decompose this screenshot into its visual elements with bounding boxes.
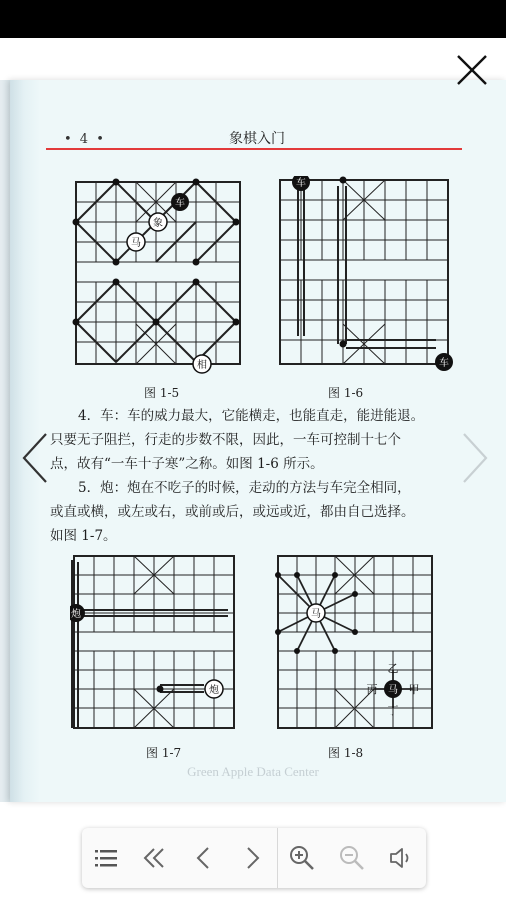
body-line: 或直或横，或左或右，或前或后，或远或近，都由自己选择。 <box>50 504 415 520</box>
chess-piece: 炮 <box>209 685 219 696</box>
body-line: 5．炮：炮在不吃子的时候，走动的方法与车完全相同， <box>78 480 411 496</box>
book-title: 象棋入门 <box>229 131 285 147</box>
figure-1-7-board <box>70 552 242 734</box>
close-icon[interactable] <box>452 52 492 88</box>
watermark: Green Apple Data Center <box>187 764 319 779</box>
status-bar <box>0 0 506 38</box>
zoom-out-icon[interactable] <box>334 840 370 876</box>
chess-piece: 炮 <box>71 609 81 620</box>
figure-1-6-board <box>276 176 456 376</box>
chess-piece: 丙 <box>366 683 378 696</box>
chess-piece: 车 <box>175 198 185 209</box>
zoom-in-icon[interactable] <box>284 840 320 876</box>
chess-piece: 甲 <box>408 683 420 696</box>
speaker-icon[interactable] <box>382 840 418 876</box>
toolbar-divider <box>277 828 278 888</box>
next-page-arrow-icon[interactable] <box>458 430 492 486</box>
chess-piece: 马 <box>311 609 321 620</box>
chess-piece: 马 <box>388 685 398 696</box>
header-rule <box>46 148 462 150</box>
body-line: 4．车：车的威力最大，它能横走，也能直走，能进能退。 <box>78 408 425 424</box>
chess-piece: 乙 <box>387 662 399 675</box>
figure-1-8-board <box>274 552 436 734</box>
prev-page-icon[interactable] <box>186 840 222 876</box>
first-page-icon[interactable] <box>136 840 172 876</box>
page-number: • 4 • <box>64 132 106 147</box>
chess-piece: 相 <box>197 360 207 371</box>
reader-toolbar <box>82 828 426 888</box>
chess-piece: 车 <box>296 178 306 189</box>
body-line: 如图 1-7。 <box>50 528 117 544</box>
body-line: 只要无子阻拦，行走的步数不限，因此，一车可控制十七个 <box>50 432 401 448</box>
chess-piece: 马 <box>131 238 141 249</box>
body-line: 点，故有“一车十子寒”之称。如图 1-6 所示。 <box>50 456 324 472</box>
figure-caption: 图 1-8 <box>328 746 364 760</box>
list-icon[interactable] <box>88 840 124 876</box>
prev-page-arrow-icon[interactable] <box>18 430 52 486</box>
chess-piece: 丁 <box>387 704 399 717</box>
figure-caption: 图 1-6 <box>328 386 364 400</box>
next-page-icon[interactable] <box>234 840 270 876</box>
figure-caption: 图 1-7 <box>146 746 182 760</box>
figure-caption: 图 1-5 <box>144 386 180 400</box>
board-grid <box>76 182 240 364</box>
figure-1-5-board <box>72 178 244 374</box>
chess-piece: 象 <box>153 218 163 229</box>
chess-piece: 车 <box>439 358 449 369</box>
